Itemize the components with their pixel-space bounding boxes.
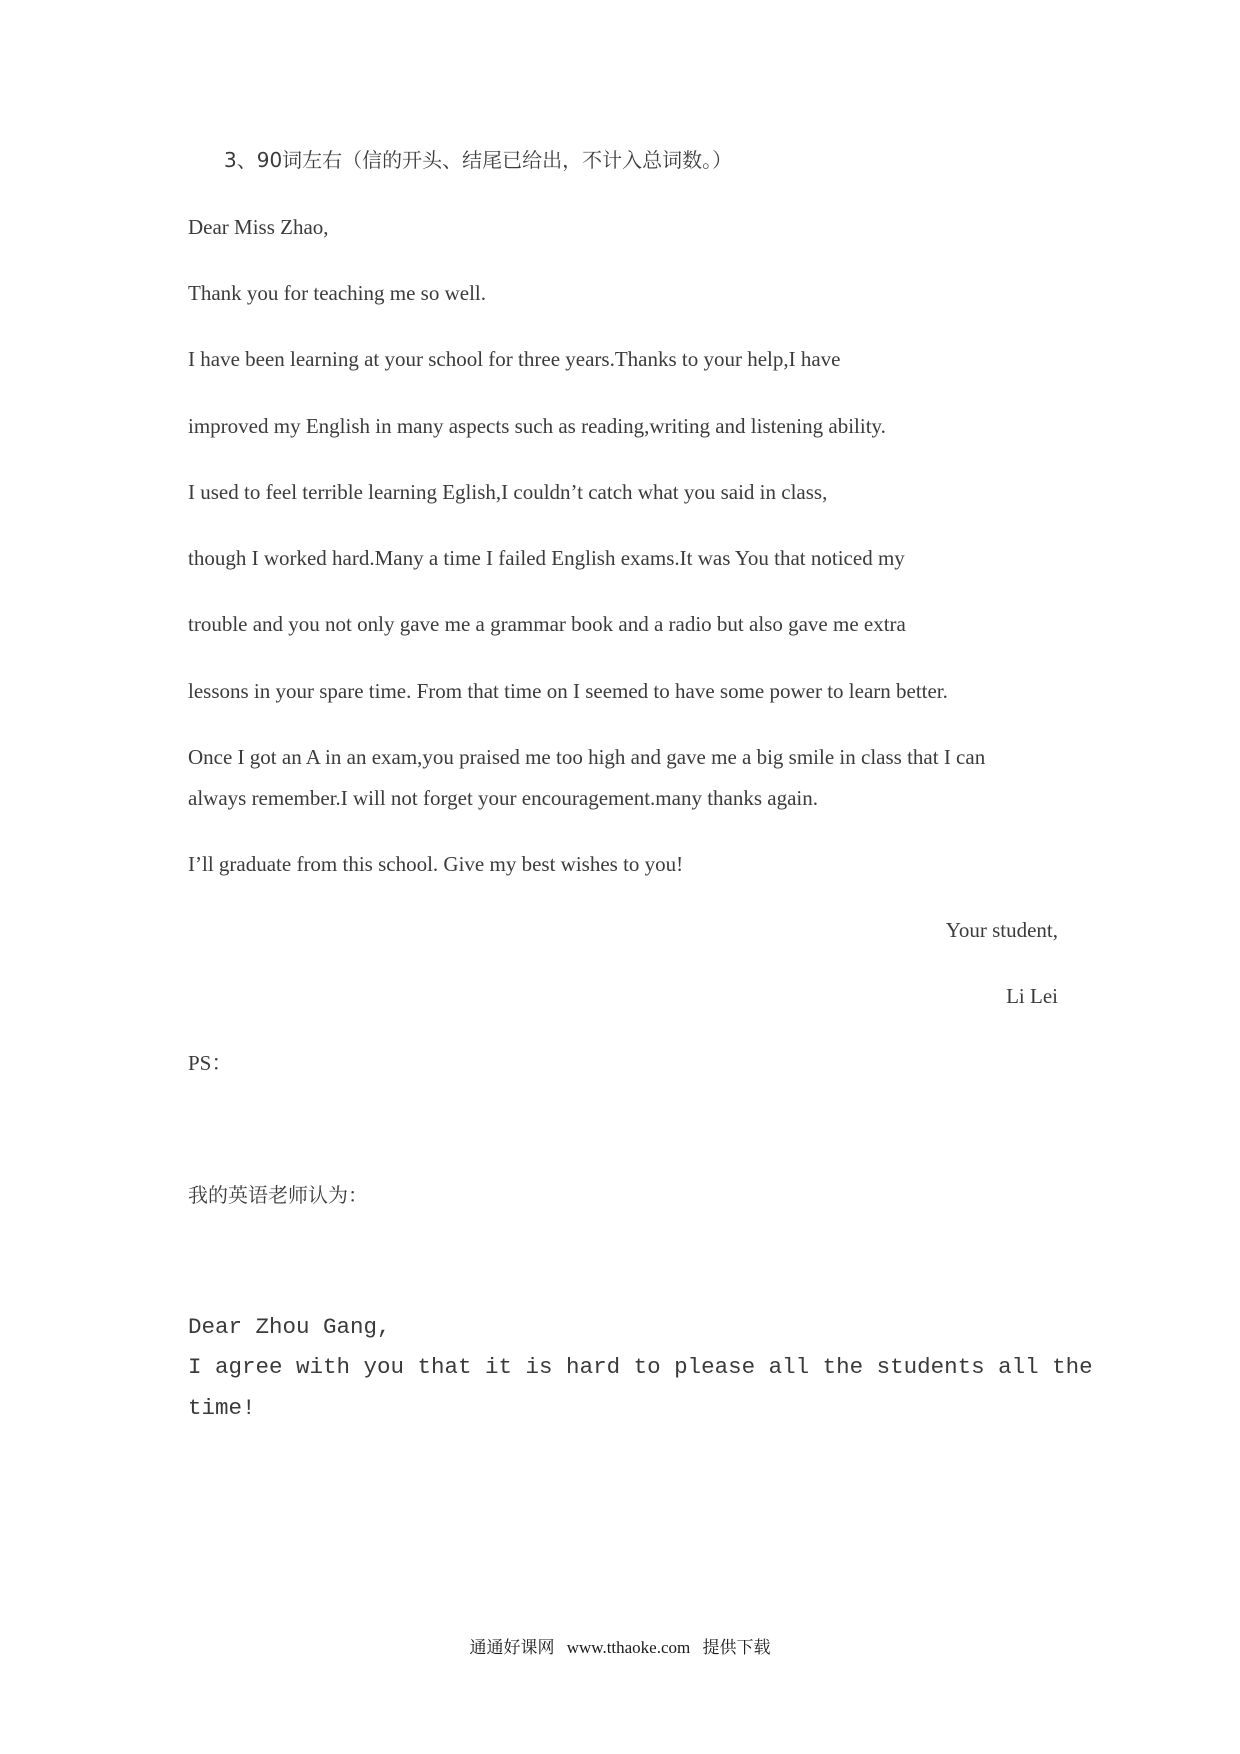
letter1-line-7: lessons in your spare time. From that time on I seemed to have some power to learn better. (188, 679, 948, 703)
letter1-line-2: I have been learning at your school for three years.Thanks to your help,I have (188, 347, 841, 371)
letter2-line-2: time! (188, 1395, 256, 1421)
letter1-closing: Your student, (945, 918, 1058, 942)
letter1-greeting: Dear Miss Zhao, (188, 215, 329, 239)
letter1-line-10: I’ll graduate from this school. Give my best wishes to you! (188, 852, 684, 876)
letter1-signature: Li Lei (1006, 984, 1058, 1008)
footer-download-text: 提供下载 (702, 1638, 771, 1658)
letter2-line-1: I agree with you that it is hard to please all the students all the (188, 1354, 1093, 1380)
letter1-line-5: though I worked hard.Many a time I failed English exams.It was You that noticed my (188, 546, 905, 570)
footer-site-name: 通通好课网 (469, 1638, 555, 1658)
letter1-line-9: always remember.I will not forget your encouragement.many thanks again. (188, 786, 818, 810)
letter1-line-3: improved my English in many aspects such as reading,writing and listening ability. (188, 414, 886, 438)
letter1-line-8: Once I got an A in an exam,you praised me too high and gave me a big smile in class that I can (188, 745, 986, 769)
page-footer (0, 1636, 1240, 1660)
letter1-ps: PS： (188, 1051, 233, 1075)
teacher-prompt: 我的英语老师认为： (188, 1183, 368, 1207)
letter2-greeting: Dear Zhou Gang, (188, 1314, 391, 1340)
letter1-line-1: Thank you for teaching me so well. (188, 281, 486, 305)
letter1-line-4: I used to feel terrible learning Eglish,I couldn’t catch what you said in class, (188, 480, 828, 504)
exercise-instruction: 3、90词左右（信的开头、结尾已给出，不计入总词数。） (224, 148, 733, 172)
letter1-line-6: trouble and you not only gave me a grammar book and a radio but also gave me extra (188, 612, 906, 636)
footer-url: www.tthaoke.com (566, 1638, 691, 1657)
